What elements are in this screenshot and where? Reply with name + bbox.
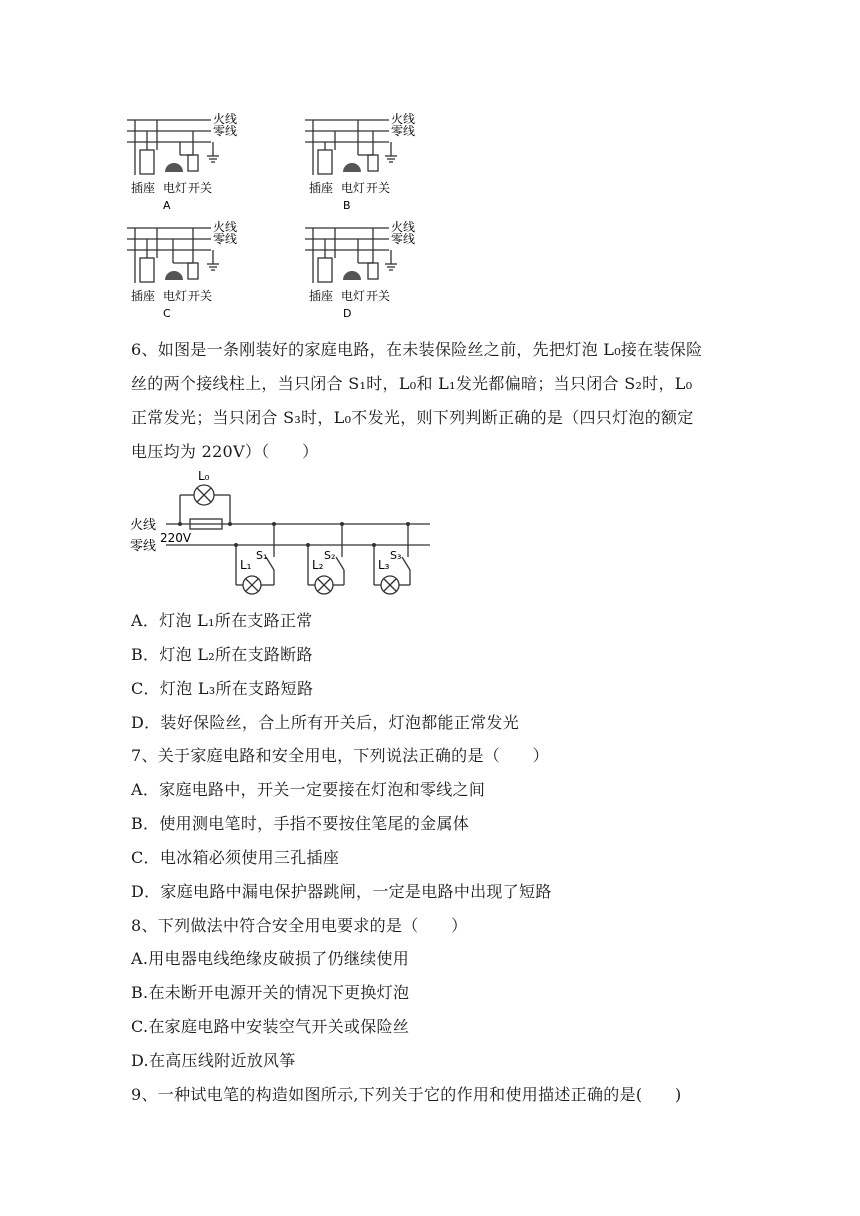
svg-text:电灯: 电灯	[341, 181, 366, 195]
q6-stem-line-3: 正常发光；当只闭合 S₃时，L₀不发光，则下列判断正确的是（四只灯泡的额定	[131, 408, 694, 427]
q7-option-a: A．家庭电路中，开关一定要接在灯泡和零线之间	[131, 780, 486, 799]
l1-label: L₁	[240, 558, 252, 572]
option-letter: C	[163, 307, 171, 320]
voltage-label: 220V	[160, 531, 192, 545]
s3-label: S₃	[390, 549, 402, 562]
s1-label: S₁	[256, 549, 268, 562]
svg-text:零线: 零线	[213, 124, 238, 138]
q9-stem: 9、一种试电笔的构造如图所示,下列关于它的作用和使用描述正确的是( )	[131, 1085, 682, 1104]
svg-text:开关: 开关	[366, 181, 391, 195]
q7-stem: 7、关于家庭电路和安全用电，下列说法正确的是（ ）	[131, 746, 549, 765]
q7-option-d: D．家庭电路中漏电保护器跳闸，一定是电路中出现了短路	[131, 882, 552, 901]
l0-label: L₀	[198, 469, 210, 483]
svg-text:电灯: 电灯	[341, 289, 366, 303]
q8-option-d: D.在高压线附近放风筝	[131, 1051, 296, 1070]
q7-option-c: C．电冰箱必须使用三孔插座	[131, 848, 340, 867]
svg-text:开关: 开关	[188, 289, 213, 303]
svg-text:开关: 开关	[366, 289, 391, 303]
lamp-icon	[165, 163, 183, 172]
svg-text:插座: 插座	[131, 289, 156, 303]
svg-text:零线: 零线	[391, 124, 416, 138]
option-letter: A	[163, 199, 171, 212]
lamp-icon	[343, 271, 361, 280]
svg-text:零线: 零线	[391, 232, 416, 246]
svg-text:电灯: 电灯	[163, 289, 188, 303]
lamp-icon	[343, 163, 361, 172]
l3-label: L₃	[378, 558, 390, 572]
svg-text:火线: 火线	[391, 220, 416, 234]
q8-stem: 8、下列做法中符合安全用电要求的是（ ）	[131, 916, 468, 935]
l2-label: L₂	[312, 558, 324, 572]
neutral-wire-label: 零线	[130, 539, 157, 554]
svg-text:火线: 火线	[391, 112, 416, 126]
s2-label: S₂	[324, 549, 336, 562]
svg-text:电灯: 电灯	[163, 181, 188, 195]
wiring-diagram-d	[303, 218, 433, 323]
svg-text:插座: 插座	[309, 289, 334, 303]
svg-text:零线: 零线	[213, 232, 238, 246]
svg-text:插座: 插座	[131, 181, 156, 195]
q8-option-b: B.在未断开电源开关的情况下更换灯泡	[131, 983, 410, 1002]
wiring-diagram-b	[303, 110, 433, 215]
svg-text:插座: 插座	[309, 181, 334, 195]
q8-option-a: A.用电器电线绝缘皮破损了仍继续使用	[131, 949, 410, 968]
q7-option-b: B．使用测电笔时，手指不要按住笔尾的金属体	[131, 814, 470, 833]
wiring-diagram-a	[125, 110, 255, 215]
q6-option-d: D．装好保险丝，合上所有开关后，灯泡都能正常发光	[131, 713, 520, 732]
q6-option-b: B．灯泡 L₂所在支路断路	[131, 645, 313, 664]
q6-option-c: C．灯泡 L₃所在支路短路	[131, 679, 314, 698]
q8-option-c: C.在家庭电路中安装空气开关或保险丝	[131, 1017, 410, 1036]
live-wire-label: 火线	[130, 518, 157, 533]
option-letter: D	[343, 307, 352, 320]
q6-stem-line-2: 丝的两个接线柱上，当只闭合 S₁时，L₀和 L₁发光都偏暗；当只闭合 S₂时，L₀	[131, 374, 693, 393]
svg-text:火线: 火线	[213, 220, 238, 234]
lamp-icon	[165, 271, 183, 280]
wiring-diagram-c	[125, 218, 255, 323]
q6-stem-line-4: 电压均为 220V）（ ）	[131, 442, 319, 461]
svg-text:开关: 开关	[188, 181, 213, 195]
option-letter: B	[343, 199, 351, 212]
q6-stem-line-1: 6、如图是一条刚装好的家庭电路，在未装保险丝之前，先把灯泡 L₀接在装保险	[131, 340, 703, 359]
q6-option-a: A．灯泡 L₁所在支路正常	[131, 611, 313, 630]
fuse-test-circuit-diagram	[128, 465, 438, 600]
wire-label: 火线	[213, 112, 238, 126]
